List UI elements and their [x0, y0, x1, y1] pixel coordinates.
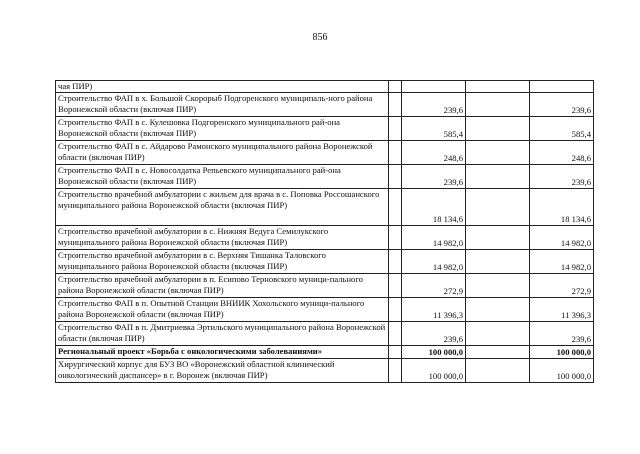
- row-value-a: 18 134,6: [402, 189, 466, 226]
- row-value-a: 239,6: [402, 93, 466, 117]
- row-value-a: 11 396,3: [402, 298, 466, 322]
- row-name: чая ПИР): [56, 81, 389, 93]
- table-row: [56, 250, 594, 274]
- row-value-c: 239,6: [530, 93, 594, 117]
- row-value-c: 248,6: [530, 141, 594, 165]
- row-value-a: 239,6: [402, 322, 466, 346]
- row-name: Строительство ФАП в с. Кулешовка Подгоренского муниципального рай-она Воронежской области (включая ПИР): [56, 117, 389, 141]
- row-value-c: 272,9: [530, 274, 594, 298]
- row-value-c: [530, 81, 594, 93]
- row-value-c: 14 982,0: [530, 250, 594, 274]
- row-value-c: 100 000,0: [530, 346, 594, 359]
- table-row: [56, 189, 594, 226]
- row-value-c: 585,4: [530, 117, 594, 141]
- row-value-a: 100 000,0: [402, 346, 466, 359]
- table-row: [56, 81, 594, 93]
- row-value-c: 100 000,0: [530, 359, 594, 383]
- row-value-a: 100 000,0: [402, 359, 466, 383]
- row-value-a: 585,4: [402, 117, 466, 141]
- row-value-c: 18 134,6: [530, 189, 594, 226]
- row-value-a: 248,6: [402, 141, 466, 165]
- row-name: Строительство ФАП в с. Новосолдатка Репьевского муниципального рай-она Воронежской области (включая ПИР): [56, 165, 389, 189]
- row-value-c: 239,6: [530, 322, 594, 346]
- row-value-a: 239,6: [402, 165, 466, 189]
- table-row: [56, 359, 594, 383]
- budget-table: [55, 80, 594, 383]
- row-value-a: [402, 81, 466, 93]
- budget-table-body: [56, 81, 594, 383]
- row-name: Строительство врачебной амбулатории в с. Нижняя Ведуга Семилукского муниципального района Воронежской области (включая ПИР): [56, 226, 389, 250]
- table-row: [56, 226, 594, 250]
- row-name: Региональный проект «Борьба с онкологическими заболеваниями»: [56, 346, 389, 359]
- row-value-a: 14 982,0: [402, 226, 466, 250]
- row-name: Строительство ФАП в п. Дмитриевка Эртильского муниципального района Воронежской области (включая ПИР): [56, 322, 389, 346]
- row-value-c: 239,6: [530, 165, 594, 189]
- page-number: 856: [312, 32, 328, 43]
- table-row: [56, 298, 594, 322]
- row-name: Хирургический корпус для БУЗ ВО «Воронежский областной клинический онкологический диспансер» в г. Воронеж (включая ПИР): [56, 359, 389, 383]
- row-value-c: 11 396,3: [530, 298, 594, 322]
- row-name: Строительство врачебной амбулатории в п. Есипово Терновского муници-пального района Воронежской области (включая ПИР): [56, 274, 389, 298]
- row-value-a: 272,9: [402, 274, 466, 298]
- row-value-c: 14 982,0: [530, 226, 594, 250]
- table-row: [56, 322, 594, 346]
- row-name: Строительство ФАП в х. Большой Скорорыб Подгоренского муниципаль-ного района Воронежской области (включая ПИР): [56, 93, 389, 117]
- table-row: [56, 141, 594, 165]
- row-name: Строительство ФАП в с. Айдарово Рамонского муниципального района Воронежской области (включая ПИР): [56, 141, 389, 165]
- row-value-a: 14 982,0: [402, 250, 466, 274]
- table-row: [56, 93, 594, 117]
- table-row: [56, 165, 594, 189]
- table-row: [56, 117, 594, 141]
- table-row-section: [56, 346, 594, 359]
- row-name: Строительство врачебной амбулатории с жильем для врача в с. Поповка Россошанского муниципального района Воронежской области (включая ПИР): [56, 189, 389, 226]
- table-row: [56, 274, 594, 298]
- row-name: Строительство ФАП в п. Опытной Станции ВНИИК Хохольского муници-пального района Воронежской области (включая ПИР): [56, 298, 389, 322]
- row-name: Строительство врачебной амбулатории в с. Верхняя Тишанка Таловского муниципального района Воронежской области (включая ПИР): [56, 250, 389, 274]
